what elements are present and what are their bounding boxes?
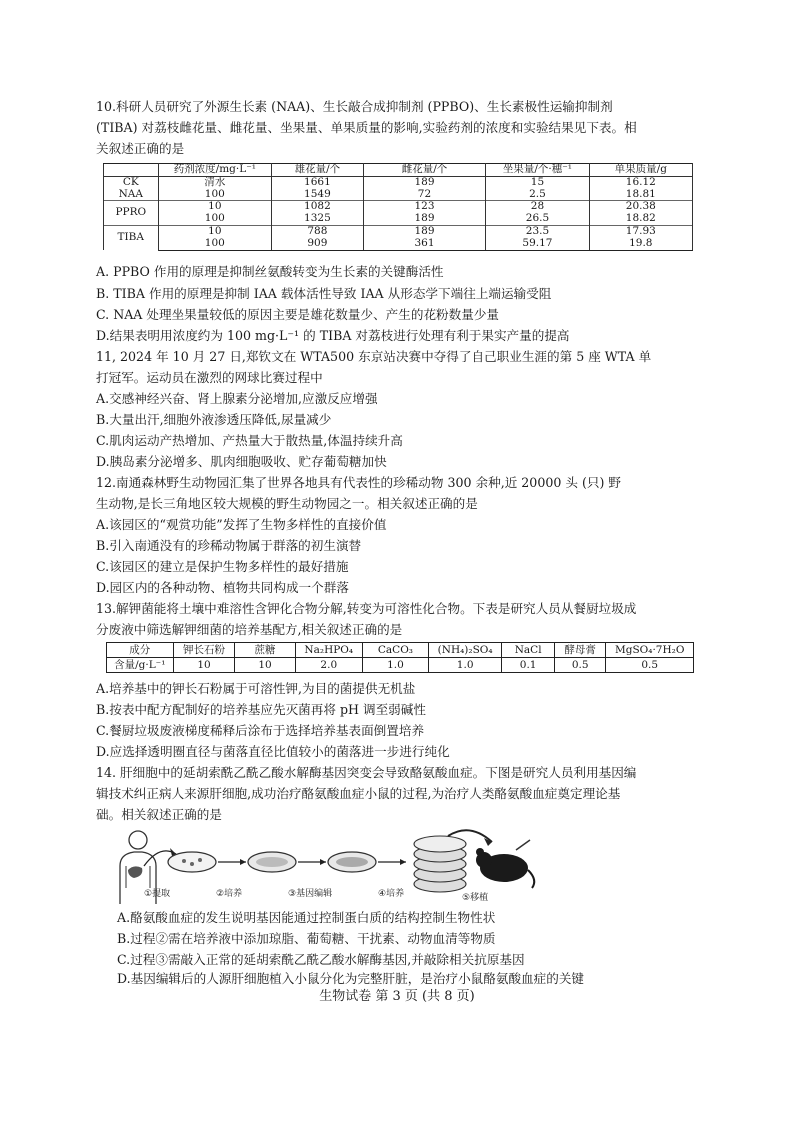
table-row: [104, 201, 693, 213]
table-row: [104, 225, 693, 237]
table-cell: 1325: [272, 213, 364, 225]
table-cell: 16.12: [589, 176, 692, 188]
table-cell: 10: [173, 658, 235, 673]
table-cell: 909: [272, 238, 364, 250]
table-cell: 钾长石粉: [173, 643, 235, 658]
table-cell: 1.0: [428, 658, 501, 673]
dish-stack-icon: [414, 836, 466, 892]
table-cell: 0.1: [502, 658, 555, 673]
q14-procedure-diagram: [100, 826, 540, 906]
table-cell: NAA: [104, 189, 159, 201]
q14-option-d: D.基因编辑后的人源肝细胞植入小鼠分化为完整肝脏，是治疗小鼠酪氨酸血症的关键: [117, 971, 585, 986]
table-cell: (NH₄)₂SO₄: [428, 643, 501, 658]
q14-option-b: B.过程②需在培养液中添加琼脂、葡萄糖、干扰素、动物血清等物质: [117, 931, 496, 946]
petri-dish-icon: [168, 852, 216, 872]
step-label: ②培养: [216, 889, 243, 899]
table-cell: 26.5: [486, 213, 589, 225]
q12-option-a: A.该园区的“观赏功能”发挥了生物多样性的直接价值: [96, 517, 387, 532]
table-cell: 20.38: [589, 201, 692, 213]
table-row: [104, 189, 693, 201]
q10-line2: (TIBA) 对荔枝雌花量、雌花量、坐果量、单果质量的影响,实验药剂的浓度和实验结果见下表。相: [96, 120, 637, 135]
q11-option-d: D.胰岛素分泌增多、肌肉细胞吸收、贮存葡萄糖加快: [96, 454, 387, 469]
table-cell: 189: [363, 213, 486, 225]
q13-line1: 13.解钾菌能将土壤中难溶性含钾化合物分解,转变为可溶性化合物。下表是研究人员从餐厨垃圾成: [96, 601, 637, 616]
table-header-cell: 坐果量/个·穗⁻¹: [486, 164, 589, 177]
table-cell: 100: [158, 238, 272, 250]
table-cell: 1661: [272, 176, 364, 188]
table-cell: 189: [363, 225, 486, 237]
table-cell: 189: [363, 176, 486, 188]
table-cell: 酵母膏: [554, 643, 606, 658]
arrow-head-icon: [240, 859, 246, 865]
table-header-cell: 药剂浓度/mg·L⁻¹: [158, 164, 272, 177]
table-row: [104, 213, 693, 225]
table-cell: 清水: [158, 176, 272, 188]
table-cell: 18.81: [589, 189, 692, 201]
q12-option-c: C.该园区的建立是保护生物多样性的最好措施: [96, 559, 349, 574]
table-cell: 100: [158, 189, 272, 201]
table-cell: Na₂HPO₄: [295, 643, 362, 658]
table-header-cell: 单果质量/g: [589, 164, 692, 177]
arrow-head-icon: [320, 859, 326, 865]
q10-line3: 关叙述正确的是: [96, 141, 185, 156]
q13-line2: 分废液中筛选解钾细菌的培养基配方,相关叙述正确的是: [96, 622, 403, 637]
q13-medium-table: [106, 642, 694, 673]
table-cell: 蔗糖: [235, 643, 295, 658]
table-header-row: [104, 164, 693, 177]
step-label: ①提取: [144, 889, 171, 899]
step-label: ③基因编辑: [288, 889, 333, 899]
step-label: ⑤移植: [462, 893, 489, 903]
table-cell: MgSO₄·7H₂O: [606, 643, 694, 658]
q10-option-d: D.结果表明用浓度约为 100 mg·L⁻¹ 的 TIBA 对荔枝进行处理有利于果实产量的提高: [96, 328, 570, 343]
table-cell: 0.5: [606, 658, 694, 673]
table-cell: 788: [272, 225, 364, 237]
petri-dish-icon: [248, 852, 296, 872]
q11-line1: 11, 2024 年 10 月 27 日,郑钦文在 WTA500 东京站决赛中夺得了自己职业生涯的第 5 座 WTA 单: [96, 349, 652, 364]
q10-option-b: B. TIBA 作用的原理是抑制 IAA 载体活性导致 IAA 从形态学下端往上端运输受阻: [96, 286, 552, 301]
table-cell: CaCO₃: [362, 643, 428, 658]
table-cell: 成分: [107, 643, 174, 658]
mouse-icon: [476, 840, 534, 888]
table-cell: 10: [158, 225, 272, 237]
table-cell: 123: [363, 201, 486, 213]
table-cell: 10: [235, 658, 295, 673]
page-footer: 生物试卷 第 3 页 (共 8 页): [319, 989, 475, 1004]
q12-option-d: D.园区内的各种动物、植物共同构成一个群落: [96, 580, 349, 595]
table-header-cell: 雄花量/个: [272, 164, 364, 177]
q12-line2: 生动物,是长三角地区较大规模的野生动物园之一。相关叙述正确的是: [96, 496, 478, 511]
q13-option-a: A.培养基中的钾长石粉属于可溶性钾,为目的菌提供无机盐: [96, 681, 416, 696]
table-cell: 100: [158, 213, 272, 225]
q14-option-c: C.过程③需敲入正常的延胡索酰乙酰乙酸水解酶基因,并敲除相关抗原基因: [117, 952, 525, 967]
table-row: [107, 658, 694, 673]
q10-option-c: C. NAA 处理坐果量较低的原因主要是雄花数量少、产生的花粉数量少量: [96, 307, 500, 322]
table-row: [107, 643, 694, 658]
q10-data-table: [103, 163, 693, 251]
q12-option-b: B.引入南通没有的珍稀动物属于群落的初生演替: [96, 538, 362, 553]
q14-line1: 14. 肝细胞中的延胡索酰乙酰乙酸水解酶基因突变会导致酪氨酸血症。下图是研究人员利用基因编: [96, 765, 637, 780]
table-cell: 10: [158, 201, 272, 213]
table-cell: 59.17: [486, 238, 589, 250]
q10-option-a: A. PPBO 作用的原理是抑制丝氨酸转变为生长素的关键酶活性: [96, 264, 444, 279]
table-row: [104, 238, 693, 250]
table-header-cell: 雌花量/个: [363, 164, 486, 177]
q11-line2: 打冠军。运动员在激烈的网球比赛过程中: [96, 370, 323, 385]
step-label: ④培养: [378, 889, 405, 899]
q13-option-d: D.应选择透明圈直径与菌落直径比值较小的菌落进一步进行纯化: [96, 744, 450, 759]
table-cell: 72: [363, 189, 486, 201]
q11-option-a: A.交感神经兴奋、肾上腺素分泌增加,应激反应增强: [96, 391, 378, 406]
table-cell: CK: [104, 176, 159, 188]
q12-line1: 12.南通森林野生动物园汇集了世界各地具有代表性的珍稀动物 300 余种,近 20000 头 (只) 野: [96, 475, 621, 490]
arrow-head-icon: [400, 859, 406, 865]
table-cell: 1.0: [362, 658, 428, 673]
table-row: [104, 176, 693, 188]
table-cell: 0.5: [554, 658, 606, 673]
table-cell: 含量/g·L⁻¹: [107, 658, 174, 673]
q11-option-c: C.肌肉运动产热增加、产热量大于散热量,体温持续升高: [96, 433, 403, 448]
table-cell: 2.0: [295, 658, 362, 673]
table-cell: 15: [486, 176, 589, 188]
table-cell: TIBA: [104, 225, 159, 250]
q13-option-c: C.餐厨垃圾废液梯度稀释后涂布于选择培养基表面倒置培养: [96, 723, 425, 738]
table-cell: PPRO: [104, 201, 159, 226]
table-cell: 19.8: [589, 238, 692, 250]
table-cell: 2.5: [486, 189, 589, 201]
table-cell: 361: [363, 238, 486, 250]
table-cell: 1082: [272, 201, 364, 213]
table-cell: 1549: [272, 189, 364, 201]
table-cell: 17.93: [589, 225, 692, 237]
table-cell: 28: [486, 201, 589, 213]
q11-option-b: B.大量出汗,细胞外液渗透压降低,尿量减少: [96, 412, 332, 427]
table-header-cell: [104, 164, 159, 177]
q14-line3: 础。相关叙述正确的是: [96, 807, 222, 822]
q14-option-a: A.酪氨酸血症的发生说明基因能通过控制蛋白质的结构控制生物性状: [117, 910, 496, 925]
petri-dish-icon: [328, 852, 376, 872]
table-cell: NaCl: [502, 643, 555, 658]
table-cell: 18.82: [589, 213, 692, 225]
q14-line2: 辑技术纠正病人来源肝细胞,成功治疗酪氨酸血症小鼠的过程,为治疗人类酪氨酸血症奠定理论基: [96, 786, 621, 801]
q13-option-b: B.按表中配方配制好的培养基应先灭菌再将 pH 调至弱碱性: [96, 702, 426, 717]
table-cell: 23.5: [486, 225, 589, 237]
q10-line1: 10.科研人员研究了外源生长素 (NAA)、生长敲合成抑制剂 (PPBO)、生长素极性运输抑制剂: [96, 99, 613, 114]
